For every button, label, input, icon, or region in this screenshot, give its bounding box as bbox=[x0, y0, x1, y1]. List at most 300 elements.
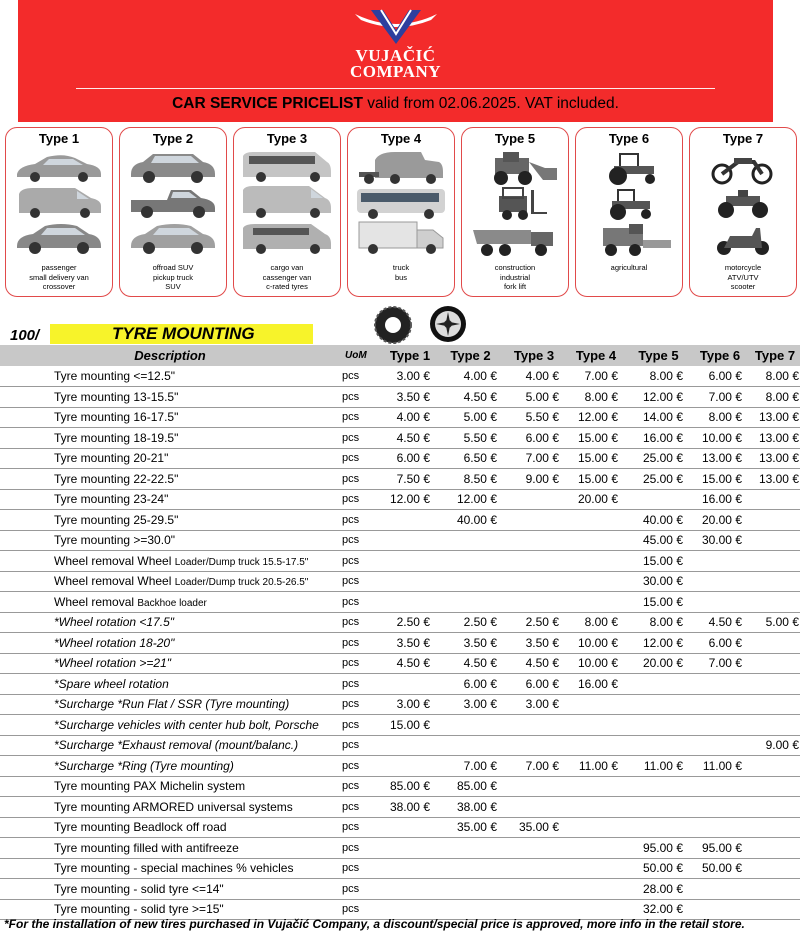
forklift-icon bbox=[469, 186, 561, 222]
crossover-car-icon bbox=[13, 220, 105, 256]
price-type-4 bbox=[565, 510, 627, 531]
unit-of-measure: pcs bbox=[342, 739, 360, 752]
price-type-5: 20.00 € bbox=[642, 656, 683, 671]
price-type-6: 16.00 € bbox=[701, 492, 742, 507]
type-card-2 bbox=[119, 127, 227, 297]
type-card-images bbox=[694, 150, 792, 260]
type-card-4 bbox=[347, 127, 455, 297]
service-description: *Spare wheel rotation bbox=[54, 676, 169, 691]
price-type-7: 13.00 € bbox=[758, 471, 799, 486]
price-type-7 bbox=[750, 674, 800, 695]
section-number: 100/ bbox=[10, 327, 40, 344]
unit-of-measure: pcs bbox=[342, 903, 360, 916]
wheel-rim-icon bbox=[428, 304, 468, 344]
type-card-description bbox=[120, 263, 226, 292]
service-description: *Surcharge *Exhaust removal (mount/balanc.) bbox=[54, 738, 299, 753]
price-type-7 bbox=[750, 899, 800, 920]
service-description: Tyre mounting <=12.5" bbox=[54, 369, 176, 383]
table-row bbox=[0, 633, 800, 654]
price-type-2: 4.00 € bbox=[463, 369, 497, 383]
price-type-3 bbox=[503, 776, 565, 797]
price-type-7 bbox=[750, 510, 800, 531]
tractor-icon bbox=[594, 150, 664, 186]
offroad-suv-icon bbox=[127, 150, 219, 184]
price-type-5: 25.00 € bbox=[642, 471, 683, 486]
price-type-1: 3.50 € bbox=[396, 635, 430, 650]
service-description: Tyre mounting 25-29.5" bbox=[54, 512, 179, 527]
price-type-4 bbox=[565, 592, 627, 613]
price-type-1: 12.00 € bbox=[389, 492, 430, 507]
type-card-7 bbox=[689, 127, 797, 297]
column-header-type-5: Type 5 bbox=[638, 348, 679, 363]
price-table-body bbox=[0, 366, 800, 920]
price-type-1 bbox=[382, 858, 438, 879]
service-description-main: Wheel removal Wheel bbox=[54, 553, 175, 568]
price-type-2: 35.00 € bbox=[456, 820, 497, 835]
table-row bbox=[0, 756, 800, 777]
table-row bbox=[0, 674, 800, 695]
service-description: *Wheel rotation 18-20" bbox=[54, 635, 175, 650]
price-type-3: 9.00 € bbox=[525, 471, 559, 486]
unit-of-measure: pcs bbox=[342, 616, 360, 629]
price-type-6 bbox=[690, 715, 750, 736]
price-type-2: 3.00 € bbox=[463, 697, 497, 712]
price-type-4: 20.00 € bbox=[577, 492, 618, 507]
price-type-7 bbox=[750, 879, 800, 900]
type-card-desc-line: scooter bbox=[730, 282, 756, 291]
price-type-3 bbox=[503, 489, 565, 510]
price-type-4 bbox=[565, 797, 627, 818]
column-header-type-6: Type 6 bbox=[699, 348, 741, 363]
price-type-4 bbox=[565, 530, 627, 551]
price-type-2 bbox=[438, 571, 503, 592]
unit-of-measure: pcs bbox=[342, 677, 360, 690]
unit-of-measure: pcs bbox=[342, 862, 360, 875]
price-type-2: 85.00 € bbox=[456, 779, 497, 794]
price-type-1: 4.00 € bbox=[396, 410, 430, 425]
price-type-4: 15.00 € bbox=[577, 451, 618, 466]
price-type-4 bbox=[565, 858, 627, 879]
price-type-1 bbox=[382, 735, 438, 756]
type-card-desc-line: c-rated tyres bbox=[266, 282, 308, 291]
unit-of-measure: pcs bbox=[342, 800, 360, 813]
type-card-images bbox=[238, 150, 336, 260]
sedan-car-icon bbox=[13, 150, 105, 184]
price-type-1: 85.00 € bbox=[389, 779, 430, 794]
unit-of-measure: pcs bbox=[342, 472, 360, 485]
price-type-1: 7.50 € bbox=[396, 471, 430, 486]
type-card-desc-line: industrial bbox=[499, 272, 530, 282]
price-type-6: 4.50 € bbox=[708, 615, 742, 630]
service-description: *Wheel rotation <17.5" bbox=[54, 615, 174, 630]
type-card-images bbox=[466, 150, 564, 260]
price-type-6 bbox=[690, 592, 750, 613]
price-type-7 bbox=[750, 551, 800, 572]
service-description: Tyre mounting 16-17.5" bbox=[54, 410, 179, 425]
unit-of-measure: pcs bbox=[342, 698, 360, 711]
price-type-1: 3.50 € bbox=[396, 389, 430, 404]
logo-emblem-icon bbox=[351, 4, 441, 48]
price-type-2: 6.00 € bbox=[463, 676, 497, 691]
price-type-7 bbox=[750, 838, 800, 859]
price-type-4: 8.00 € bbox=[584, 389, 618, 404]
price-type-2: 4.50 € bbox=[463, 389, 497, 404]
type-card-title: Type 3 bbox=[266, 131, 308, 146]
price-type-6: 6.00 € bbox=[708, 369, 742, 383]
unit-of-measure: pcs bbox=[342, 636, 360, 649]
price-type-1 bbox=[382, 817, 438, 838]
type-card-desc-line: SUV bbox=[165, 282, 181, 291]
price-type-2: 6.50 € bbox=[463, 451, 497, 466]
combine-harvester-icon bbox=[583, 222, 675, 258]
price-type-3: 4.00 € bbox=[525, 369, 559, 383]
price-type-2: 5.50 € bbox=[463, 430, 497, 445]
suv-icon bbox=[127, 220, 219, 256]
table-row bbox=[0, 469, 800, 490]
service-description: Tyre mounting >=30.0" bbox=[54, 533, 176, 548]
price-type-5: 12.00 € bbox=[642, 389, 683, 404]
service-description: Tyre mounting - solid tyre <=14" bbox=[54, 881, 224, 896]
price-type-1 bbox=[382, 551, 438, 572]
price-type-5: 15.00 € bbox=[642, 553, 683, 568]
price-type-6 bbox=[690, 694, 750, 715]
footnote: *For the installation of new tires purchased in Vujačić Company, a discount/special price is approved, more info in the retail store. bbox=[4, 917, 745, 931]
service-description-detail: Loader/Dump truck 20.5-26.5" bbox=[174, 577, 309, 589]
table-row bbox=[0, 612, 800, 633]
price-type-5 bbox=[627, 817, 690, 838]
price-type-1 bbox=[382, 838, 438, 859]
price-type-6: 10.00 € bbox=[701, 430, 742, 445]
table-row bbox=[0, 735, 800, 756]
price-type-5: 8.00 € bbox=[649, 615, 683, 630]
price-type-6: 7.00 € bbox=[708, 389, 742, 404]
price-type-3 bbox=[503, 551, 565, 572]
service-description-main: Wheel removal Wheel bbox=[54, 574, 175, 589]
price-type-7 bbox=[750, 858, 800, 879]
price-type-5: 8.00 € bbox=[649, 369, 683, 383]
type-card-images bbox=[580, 150, 678, 260]
motorcycle-icon bbox=[708, 150, 778, 186]
price-type-7 bbox=[750, 592, 800, 613]
price-type-2 bbox=[438, 735, 503, 756]
price-type-2 bbox=[438, 879, 503, 900]
price-type-2: 3.50 € bbox=[463, 635, 497, 650]
price-type-2: 8.50 € bbox=[463, 471, 497, 486]
price-type-4: 16.00 € bbox=[577, 676, 618, 691]
price-type-5 bbox=[627, 776, 690, 797]
type-card-description bbox=[462, 263, 568, 292]
column-header-type-7: Type 7 bbox=[754, 348, 796, 363]
type-card-desc-line: ATV/UTV bbox=[727, 272, 759, 282]
price-type-2: 7.00 € bbox=[463, 758, 497, 773]
price-type-4 bbox=[565, 817, 627, 838]
price-type-6: 13.00 € bbox=[701, 451, 742, 466]
unit-of-measure: pcs bbox=[342, 493, 360, 506]
type-card-desc-line: truck bbox=[392, 263, 410, 272]
delivery-van-icon bbox=[13, 184, 105, 220]
table-row bbox=[0, 387, 800, 408]
type-card-desc-line: passenger bbox=[41, 263, 77, 272]
header-banner bbox=[18, 0, 773, 122]
type-card-images bbox=[124, 150, 222, 260]
small-tractor-icon bbox=[594, 186, 664, 222]
passenger-van-icon bbox=[239, 220, 335, 256]
price-type-1 bbox=[382, 674, 438, 695]
type-card-title: Type 2 bbox=[152, 131, 194, 146]
service-description: Tyre mounting 13-15.5" bbox=[54, 389, 179, 404]
service-description-detail: Backhoe loader bbox=[137, 597, 207, 609]
table-row bbox=[0, 530, 800, 551]
type-card-6 bbox=[575, 127, 683, 297]
company-logo bbox=[18, 4, 773, 80]
price-type-5: 40.00 € bbox=[642, 512, 683, 527]
service-description: Tyre mounting - solid tyre >=15" bbox=[54, 902, 224, 917]
column-header-uom: UoM bbox=[345, 350, 367, 361]
price-type-3 bbox=[503, 530, 565, 551]
table-row bbox=[0, 571, 800, 592]
type-card-desc-line: fork lift bbox=[503, 282, 527, 291]
column-header-type-1: Type 1 bbox=[389, 348, 431, 363]
price-type-7 bbox=[750, 633, 800, 654]
header-divider bbox=[76, 88, 715, 89]
service-description: Tyre mounting Beadlock off road bbox=[54, 820, 227, 835]
price-table bbox=[0, 345, 800, 920]
unit-of-measure: pcs bbox=[342, 534, 360, 547]
type-card-desc-line: construction bbox=[494, 263, 536, 272]
type-card-images bbox=[352, 150, 450, 260]
unit-of-measure: pcs bbox=[342, 452, 360, 465]
price-type-5 bbox=[627, 694, 690, 715]
type-card-description bbox=[6, 263, 112, 292]
type-card-desc-line: cargo van bbox=[270, 263, 304, 272]
price-type-7: 8.00 € bbox=[765, 369, 799, 383]
price-type-5: 95.00 € bbox=[642, 840, 683, 855]
price-type-7: 5.00 € bbox=[765, 615, 799, 630]
price-type-4 bbox=[565, 776, 627, 797]
price-type-3 bbox=[503, 797, 565, 818]
price-type-4 bbox=[565, 715, 627, 736]
price-type-5: 28.00 € bbox=[642, 881, 683, 896]
column-header-type-2: Type 2 bbox=[450, 348, 491, 363]
price-type-7 bbox=[750, 756, 800, 777]
price-type-4: 12.00 € bbox=[577, 410, 618, 425]
type-card-title: Type 5 bbox=[494, 131, 536, 146]
type-card-description bbox=[348, 263, 454, 282]
price-type-6: 7.00 € bbox=[708, 656, 742, 671]
price-type-5 bbox=[627, 715, 690, 736]
price-type-1: 2.50 € bbox=[396, 615, 430, 630]
price-type-6: 95.00 € bbox=[701, 840, 742, 855]
price-type-5 bbox=[627, 489, 690, 510]
price-type-7: 8.00 € bbox=[765, 389, 799, 404]
type-card-desc-line: motorcycle bbox=[724, 263, 762, 272]
type-card-desc-line: crossover bbox=[42, 282, 76, 291]
column-header-description: Description bbox=[134, 348, 206, 363]
price-type-4: 15.00 € bbox=[577, 471, 618, 486]
pricelist-title-validity: valid from 02.06.2025. VAT included. bbox=[363, 95, 619, 112]
price-type-6: 15.00 € bbox=[701, 471, 742, 486]
table-row bbox=[0, 510, 800, 531]
price-type-2: 2.50 € bbox=[463, 615, 497, 630]
price-type-1 bbox=[382, 879, 438, 900]
minibus-icon bbox=[239, 150, 335, 184]
price-type-6 bbox=[690, 879, 750, 900]
price-type-1: 38.00 € bbox=[389, 799, 430, 814]
service-description-detail: Loader/Dump truck 15.5-17.5" bbox=[174, 556, 309, 568]
price-type-4: 7.00 € bbox=[584, 369, 618, 383]
type-card-desc-line: bus bbox=[394, 272, 408, 282]
price-type-7 bbox=[750, 817, 800, 838]
price-type-4 bbox=[565, 838, 627, 859]
service-description: Tyre mounting 20-21" bbox=[54, 451, 169, 466]
table-row bbox=[0, 428, 800, 449]
price-type-5: 32.00 € bbox=[642, 902, 683, 917]
price-type-6: 11.00 € bbox=[702, 758, 742, 773]
price-type-2 bbox=[438, 551, 503, 572]
brand-name-line1: VUJAČIĆ bbox=[355, 46, 436, 65]
service-description bbox=[0, 551, 340, 572]
section-title: TYRE MOUNTING bbox=[50, 324, 313, 344]
price-type-4: 10.00 € bbox=[577, 635, 618, 650]
price-type-6 bbox=[690, 735, 750, 756]
price-type-2 bbox=[438, 858, 503, 879]
service-description: *Surcharge *Run Flat / SSR (Tyre mounting) bbox=[54, 697, 290, 712]
price-type-6 bbox=[690, 776, 750, 797]
price-type-5: 45.00 € bbox=[642, 533, 683, 548]
price-type-1: 3.00 € bbox=[396, 697, 430, 712]
price-type-7 bbox=[750, 653, 800, 674]
type-card-5 bbox=[461, 127, 569, 297]
price-type-3 bbox=[503, 838, 565, 859]
type-card-description bbox=[576, 263, 682, 273]
service-description: *Surcharge *Ring (Tyre mounting) bbox=[54, 758, 234, 773]
table-row bbox=[0, 838, 800, 859]
cargo-van-icon bbox=[239, 184, 335, 220]
price-type-7 bbox=[750, 571, 800, 592]
price-type-3 bbox=[503, 571, 565, 592]
tyre-icon bbox=[373, 305, 413, 345]
dump-truck-icon bbox=[469, 222, 561, 258]
price-type-1: 15.00 € bbox=[389, 717, 430, 732]
price-type-3: 3.50 € bbox=[525, 635, 559, 650]
unit-of-measure: pcs bbox=[342, 595, 360, 608]
unit-of-measure: pcs bbox=[342, 841, 360, 854]
price-type-3: 35.00 € bbox=[518, 820, 559, 835]
table-header-row bbox=[0, 345, 800, 366]
vehicle-type-cards bbox=[5, 127, 800, 297]
bus-icon bbox=[353, 186, 449, 220]
table-row bbox=[0, 694, 800, 715]
pickup-truck-icon bbox=[127, 184, 219, 220]
price-type-1 bbox=[382, 592, 438, 613]
scooter-icon bbox=[708, 222, 778, 258]
price-type-2: 5.00 € bbox=[463, 410, 497, 425]
price-type-4: 8.00 € bbox=[584, 615, 618, 630]
price-type-4 bbox=[565, 694, 627, 715]
price-type-5 bbox=[627, 797, 690, 818]
price-type-1 bbox=[382, 571, 438, 592]
wheel-loader-icon bbox=[469, 150, 561, 186]
price-type-2: 40.00 € bbox=[456, 512, 497, 527]
type-card-desc-line: offroad SUV bbox=[152, 263, 194, 272]
price-type-6: 20.00 € bbox=[701, 512, 742, 527]
price-type-7 bbox=[750, 489, 800, 510]
price-type-6 bbox=[690, 551, 750, 572]
unit-of-measure: pcs bbox=[342, 821, 360, 834]
price-type-4: 11.00 € bbox=[578, 758, 618, 773]
price-type-1: 4.50 € bbox=[396, 656, 430, 671]
service-description: Tyre mounting 23-24" bbox=[54, 492, 169, 507]
price-type-7: 9.00 € bbox=[765, 738, 799, 753]
price-type-4 bbox=[565, 879, 627, 900]
price-type-2: 12.00 € bbox=[456, 492, 497, 507]
price-type-5: 50.00 € bbox=[642, 861, 683, 876]
price-type-5 bbox=[627, 735, 690, 756]
price-type-3: 5.00 € bbox=[525, 389, 559, 404]
unit-of-measure: pcs bbox=[342, 554, 360, 567]
price-type-2 bbox=[438, 592, 503, 613]
price-type-6: 30.00 € bbox=[701, 533, 742, 548]
price-type-3: 2.50 € bbox=[525, 615, 559, 630]
unit-of-measure: pcs bbox=[342, 657, 360, 670]
box-truck-icon bbox=[355, 220, 447, 256]
table-row bbox=[0, 797, 800, 818]
table-row bbox=[0, 715, 800, 736]
price-type-1: 6.00 € bbox=[396, 451, 430, 466]
unit-of-measure: pcs bbox=[342, 431, 360, 444]
price-type-3 bbox=[503, 858, 565, 879]
price-type-6 bbox=[690, 571, 750, 592]
table-row bbox=[0, 551, 800, 572]
service-description bbox=[0, 571, 340, 592]
price-type-2 bbox=[438, 530, 503, 551]
unit-of-measure: pcs bbox=[342, 575, 360, 588]
price-type-6: 6.00 € bbox=[708, 635, 742, 650]
table-row bbox=[0, 407, 800, 428]
price-type-3: 3.00 € bbox=[525, 697, 559, 712]
price-type-5: 15.00 € bbox=[642, 594, 683, 609]
price-type-3: 4.50 € bbox=[525, 656, 559, 671]
service-description: Tyre mounting 18-19.5" bbox=[54, 430, 179, 445]
price-type-3 bbox=[503, 879, 565, 900]
table-row bbox=[0, 817, 800, 838]
price-type-5: 16.00 € bbox=[642, 430, 683, 445]
table-row bbox=[0, 879, 800, 900]
price-type-2 bbox=[438, 838, 503, 859]
price-type-1 bbox=[382, 756, 438, 777]
semi-truck-icon bbox=[355, 150, 447, 186]
price-type-7: 13.00 € bbox=[758, 451, 799, 466]
table-row bbox=[0, 592, 800, 613]
service-description: Tyre mounting filled with antifreeze bbox=[54, 840, 239, 855]
price-type-4: 10.00 € bbox=[577, 656, 618, 671]
unit-of-measure: pcs bbox=[342, 882, 360, 895]
price-type-7 bbox=[750, 715, 800, 736]
service-description: Tyre mounting - special machines % vehicles bbox=[54, 861, 294, 876]
price-type-2: 4.50 € bbox=[463, 656, 497, 671]
type-card-3 bbox=[233, 127, 341, 297]
price-type-5: 11.00 € bbox=[643, 758, 683, 773]
price-type-1: 3.00 € bbox=[396, 369, 430, 383]
atv-icon bbox=[708, 186, 778, 222]
service-description-main: Wheel removal bbox=[54, 594, 138, 609]
price-type-7 bbox=[750, 694, 800, 715]
service-description: Tyre mounting 22-22.5" bbox=[54, 471, 179, 486]
price-type-4 bbox=[565, 735, 627, 756]
price-type-3 bbox=[503, 510, 565, 531]
table-row bbox=[0, 366, 800, 387]
brand-name-line2: COMPANY bbox=[350, 62, 441, 81]
